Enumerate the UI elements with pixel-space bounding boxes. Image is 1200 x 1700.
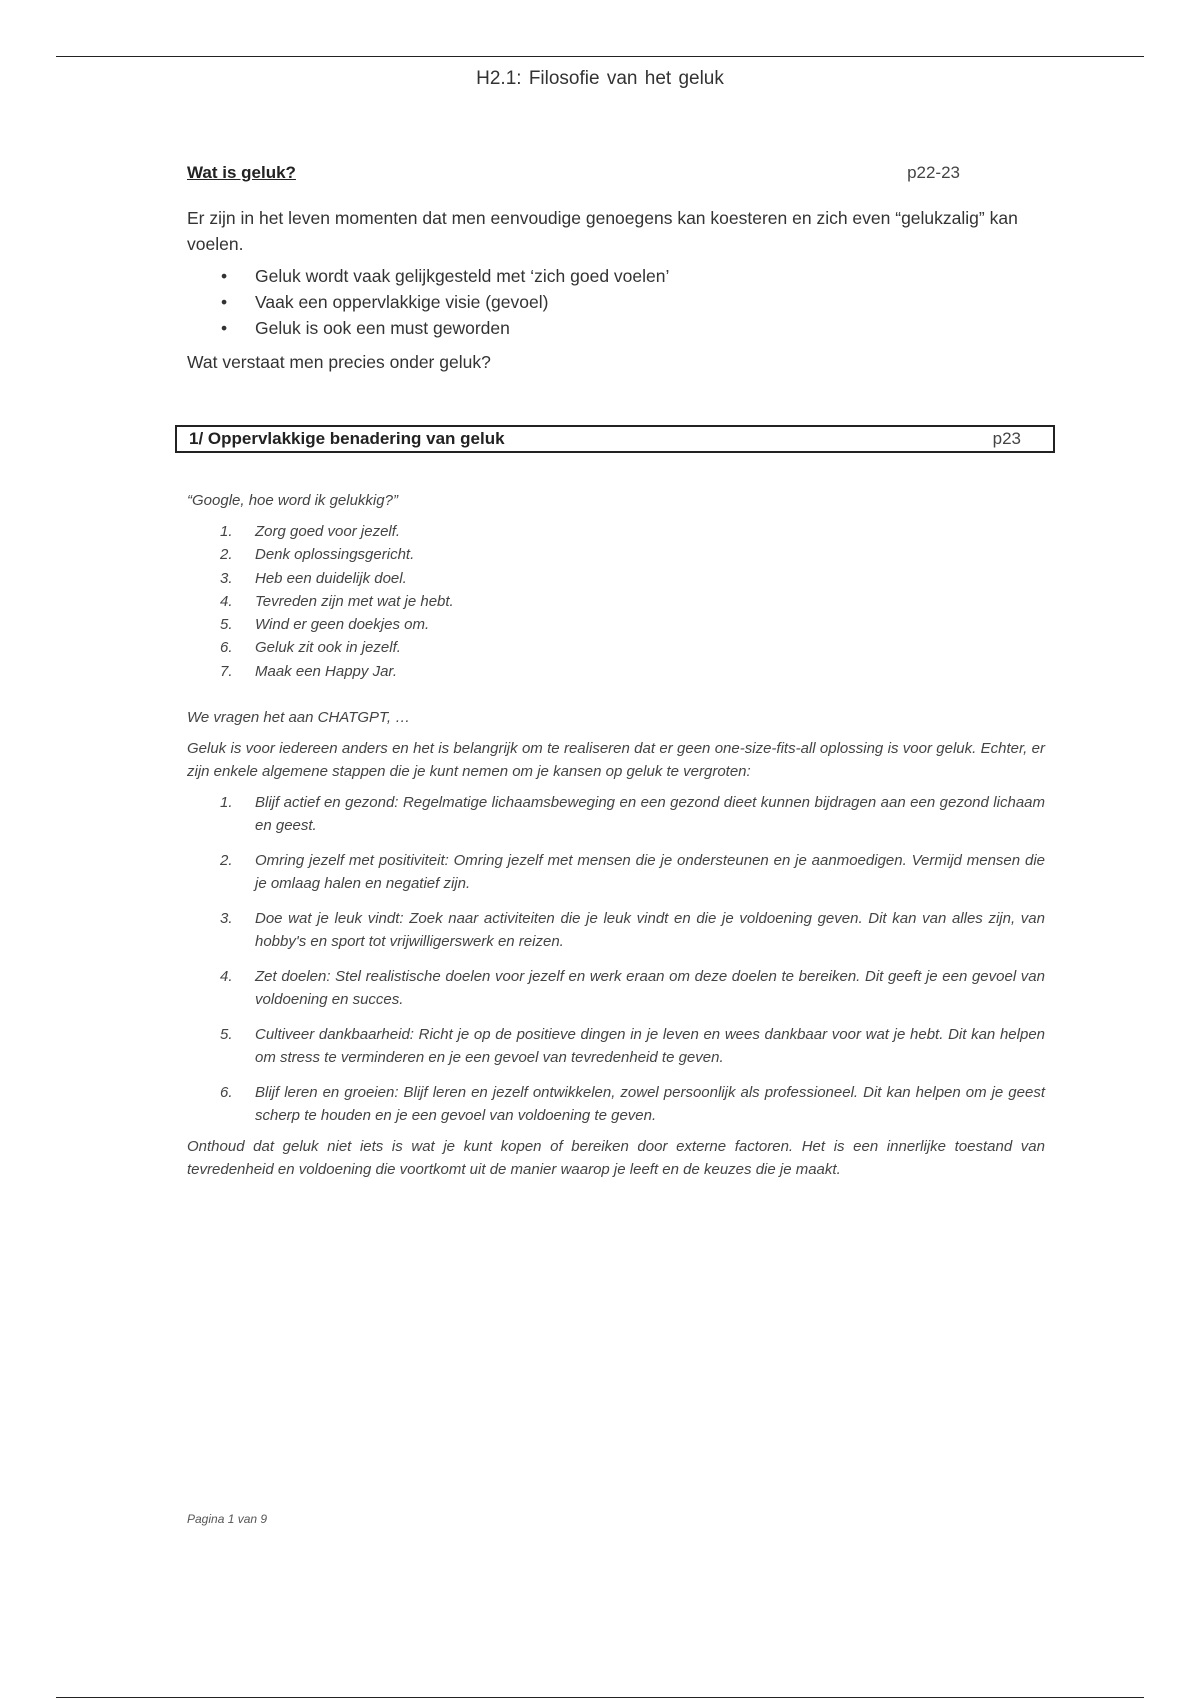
list-item: [187, 315, 1045, 341]
bullet-icon: •: [221, 266, 228, 286]
list-item-text: Blijf leren en groeien: Blijf leren en jezelf ontwikkelen, zowel persoonlijk als professioneel. Dit kan helpen om je geest scherp te houden en je een gevoel van voldoening te geven.: [255, 1084, 1045, 1125]
boxed-section-heading: [175, 425, 1055, 453]
list-item: 5. Cultiveer dankbaarheid: Richt je op de positieve dingen in je leven en wees dankbaar voor wat je hebt. Dit kan helpen om stress te verminderen en je een gevoel van tevredenheid te geven.: [220, 1026, 1045, 1067]
bullet-list: [187, 263, 1045, 341]
section-wat-is-geluk: [187, 163, 1045, 375]
list-item-text: Cultiveer dankbaarheid: Richt je op de positieve dingen in je leven en wees dankbaar voor wat je hebt. Dit kan helpen om stress te verminderen en je een gevoel van tevredenheid te geven.: [255, 1026, 1045, 1067]
list-item: 2. Omring jezelf met positiviteit: Omring jezelf met mensen die je ondersteunen en je aanmoedigen. Vermijd mensen die je omlaag halen en negatief zijn.: [220, 852, 1045, 893]
list-item: 3. Doe wat je leuk vindt: Zoek naar activiteiten die je leuk vindt en die je voldoening geven. Dit kan van alles zijn, van hobby's en sport tot vrijwilligerswerk en reizen.: [220, 910, 1045, 951]
list-item-text: Geluk wordt vaak gelijkgesteld met ‘zich goed voelen’: [255, 266, 670, 286]
list-item-text: Heb een duidelijk doel.: [255, 569, 407, 587]
page-header-title: H2.1: Filosofie van het geluk: [476, 68, 724, 89]
chatgpt-paragraph: Geluk is voor iedereen anders en het is belangrijk om te realiseren dat er geen one-size-fits-all oplossing is voor geluk. Echter, er zijn enkele algemene stappen die je kunt nemen om je kansen op geluk te vergroten:: [187, 740, 1045, 781]
closing-paragraph: Onthoud dat geluk niet iets is wat je kunt kopen of bereiken door externe factoren. Het is een innerlijke toestand van tevredenheid en voldoening die voortkomt uit de manier waarop je leeft en de keuzes die je maakt.: [187, 1138, 1045, 1179]
section-title: Wat is geluk?: [187, 163, 296, 182]
list-item-text: Omring jezelf met positiviteit: Omring jezelf met mensen die je ondersteunen en je aanmoedigen. Vermijd mensen die je omlaag halen en negatief zijn.: [255, 852, 1045, 893]
footer-rule: [56, 1697, 1144, 1698]
list-item: 1. Blijf actief en gezond: Regelmatige lichaamsbeweging en een gezond dieet kunnen bijdragen aan een gezond lichaam en geest.: [220, 794, 1045, 835]
list-item-text: Wind er geen doekjes om.: [255, 616, 430, 634]
list-item-text: Tevreden zijn met wat je hebt.: [255, 592, 454, 610]
page-reference: p22-23: [907, 163, 960, 182]
section-title: 1/ Oppervlakkige benadering van geluk: [189, 429, 505, 448]
list-item: 2. Denk oplossingsgericht.: [220, 546, 415, 564]
intro-paragraph: Er zijn in het leven momenten dat men eenvoudige genoegens kan koesteren en zich even “gelukzalig” kan voelen.: [187, 208, 1018, 254]
chatgpt-intro: We vragen het aan CHATGPT, …: [187, 709, 411, 727]
header-rule: [56, 56, 1144, 57]
question-text: Wat verstaat men precies onder geluk?: [187, 352, 491, 372]
list-item-text: Zorg goed voor jezelf.: [255, 523, 401, 540]
list-item: 3. Heb een duidelijk doel.: [220, 569, 407, 587]
section-oppervlakkige-benadering: [187, 490, 1045, 1181]
list-item-text: Geluk is ook een must geworden: [255, 318, 510, 338]
list-item: 6. Blijf leren en groeien: Blijf leren en jezelf ontwikkelen, zowel persoonlijk als professioneel. Dit kan helpen om je geest scherp te houden en je een gevoel van voldoening te geven.: [220, 1084, 1045, 1125]
list-item: [187, 289, 1045, 315]
section-heading: [187, 163, 1045, 183]
list-item: 4. Zet doelen: Stel realistische doelen voor jezelf en werk eraan om deze doelen te bereiken. Dit geeft je een gevoel van voldoening en succes.: [220, 968, 1045, 1009]
bullet-icon: •: [221, 292, 228, 312]
list-item-text: Maak een Happy Jar.: [255, 662, 398, 680]
bullet-icon: •: [221, 318, 228, 338]
list-item: 4. Tevreden zijn met wat je hebt.: [220, 592, 454, 610]
page-reference: p23: [992, 429, 1021, 448]
chatgpt-steps-list: [187, 791, 1045, 1127]
list-item: 1. Zorg goed voor jezelf.: [220, 523, 401, 540]
list-item-text: Blijf actief en gezond: Regelmatige lichaamsbeweging en een gezond dieet kunnen bijdragen aan een gezond lichaam en geest.: [255, 794, 1045, 835]
list-item-text: Denk oplossingsgericht.: [255, 546, 415, 564]
list-item: 6. Geluk zit ook in jezelf.: [220, 639, 401, 657]
list-item: [187, 263, 1045, 289]
list-item-text: Geluk zit ook in jezelf.: [255, 639, 401, 657]
list-item-text: Doe wat je leuk vindt: Zoek naar activiteiten die je leuk vindt en die je voldoening geven. Dit kan van alles zijn, van hobby's en sport tot vrijwilligerswerk en reizen.: [255, 910, 1045, 951]
list-item-text: Zet doelen: Stel realistische doelen voor jezelf en werk eraan om deze doelen te bereiken. Dit geeft je een gevoel van voldoening en succes.: [255, 968, 1045, 1009]
google-tips-list: [187, 520, 1045, 683]
google-question: “Google, hoe word ik gelukkig?”: [187, 492, 398, 509]
list-item: 7. Maak een Happy Jar.: [220, 662, 398, 680]
page-number: Pagina 1 van 9: [187, 1512, 268, 1526]
list-item-text: Vaak een oppervlakkige visie (gevoel): [255, 292, 549, 312]
list-item: 5. Wind er geen doekjes om.: [220, 616, 430, 634]
